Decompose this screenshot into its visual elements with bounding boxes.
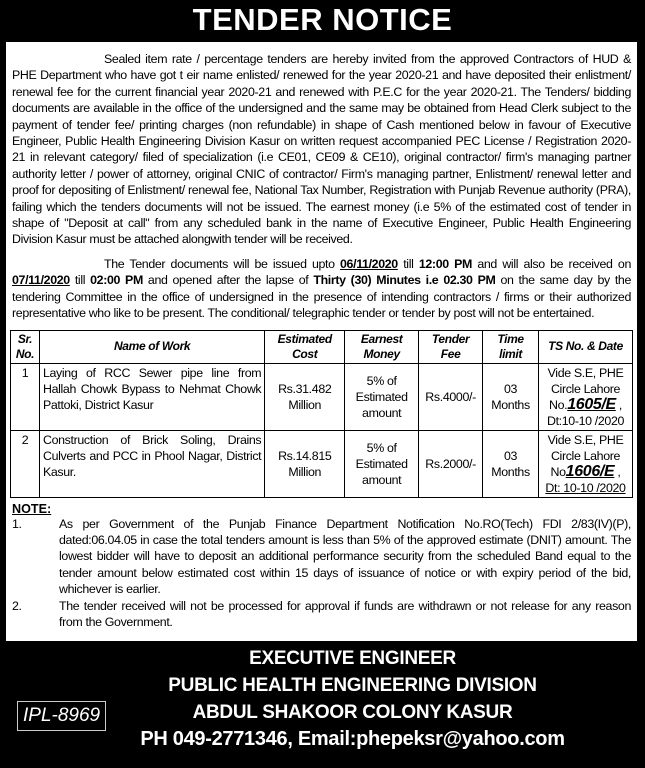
ts-prefix: No. <box>548 397 568 412</box>
text: till <box>397 256 419 271</box>
cell-cost: Rs.31.482 Million <box>265 363 345 430</box>
note-number: 1. <box>12 516 22 531</box>
issuer-contact: PH 049-2771346, Email:phepeksr@yahoo.com <box>140 728 565 750</box>
ts-line: Circle Lahore <box>550 381 621 396</box>
ts-line: Circle Lahore <box>550 448 621 463</box>
cell-earnest: 5% of Estimated amount <box>345 363 419 430</box>
issue-date: 06/11/2020 <box>340 256 398 271</box>
cell-sr: 2 <box>11 430 40 497</box>
note-number: 2. <box>12 598 22 613</box>
ts-suffix: , <box>615 397 623 412</box>
ts-line: Vide S.E, PHE <box>547 365 624 380</box>
notice-title: TENDER NOTICE <box>192 2 453 37</box>
table-header-row <box>11 330 633 363</box>
issuer-division: PUBLIC HEALTH ENGINEERING DIVISION <box>168 675 537 696</box>
col-cost: Estimated Cost <box>265 330 345 363</box>
schedule-paragraph <box>6 256 637 322</box>
note-text: As per Government of the Punjab Finance Department Notification No.RO(Tech) FDI 2/83(IV)(P), dated:06.04.05 in case the total tenders amount is less than 5% of the approved estimate (DNIT) amount. The lowest bidder will have to deposit an additional performance security from the scheduled Band equal to the tender amount below estimated cost within 15 days of issuance of notice or with expiry period of the bid, whichever is earlier. <box>59 516 631 597</box>
tender-table <box>10 330 633 498</box>
cell-fee: Rs.4000/- <box>419 363 483 430</box>
cell-time: 03 Months <box>483 430 539 497</box>
cell-sr: 1 <box>11 363 40 430</box>
ts-prefix: No <box>550 464 566 479</box>
cell-work: Laying of RCC Sewer pipe line from Hallah Chowk Bypass to Nehmat Chowk Pattoki, District Kasur <box>39 363 264 430</box>
text: till <box>69 273 91 288</box>
issuer-title: EXECUTIVE ENGINEER <box>249 648 456 669</box>
text: on the same day by the tendering Committee in the office of undersigned in the presence of intending contractors / firms or their authorized representative who like to be present. The conditional/ telegraphic tender or tender by post will not be entertained. <box>12 273 631 321</box>
cell-ts <box>539 430 633 497</box>
table-row <box>11 430 633 497</box>
text: and opened after the lapse of <box>142 273 314 288</box>
cell-earnest: 5% of Estimated amount <box>345 430 419 497</box>
issuer-address: ABDUL SHAKOOR COLONY KASUR <box>192 702 513 723</box>
receive-time: 02:00 PM <box>90 273 143 288</box>
ts-number: 1606/E <box>565 462 615 480</box>
col-earnest: Earnest Money <box>345 330 419 363</box>
table-row <box>11 363 633 430</box>
cell-work: Construction of Brick Soling, Drains Culverts and PCC in Phool Nagar, District Kasur. <box>39 430 264 497</box>
cell-ts <box>539 363 633 430</box>
cell-fee: Rs.2000/- <box>419 430 483 497</box>
ts-number: 1605/E <box>567 395 616 413</box>
col-sr: Sr. No. <box>11 330 40 363</box>
col-time: Time limit <box>483 330 539 363</box>
ts-suffix: , <box>614 464 621 479</box>
col-fee: Tender Fee <box>419 330 483 363</box>
ts-date: Dt:10-10 /2020 <box>546 413 625 428</box>
issuer-footer <box>0 645 645 753</box>
issue-time: 12:00 PM <box>418 256 473 271</box>
invitation-paragraph: Sealed item rate / percentage tenders are hereby invited from the approved Contractors of HUD & PHE Department who have got t eir name enlisted/ renewed for the year 2020-21 and have deposited their enlistment/ renewal fee for the current financial year 2020-21 and renewed with P.E.C for the year 2020-21. The Tenders/ bidding documents are available in the office of the undersigned and the same may be obtained from Head Clerk subject to the payment of tender fee/ printing charges (non refundable) in shape of Cash mentioned below in favour of Executive Engineer, Public Health Engineering Division Kasur on written request accompanied PEC License / Registration 2020-21 in relevant category/ filed of specialization (i.e CE01, CE09 & CE10), original contractor/ firm's managing partner authority letter / power of attorney, original CNIC of contractor/ Firm's managing partner, Enlistment/ renewal letter and proof for depositing of Enlistment/ renewal fee, National Tax Number, Registration with Punjab Revenue authority (PRA), failing which the tenders documents will not be issued. The earnest money (i.e 5% of the estimated cost of tender in shape of "Deposit at call" from any scheduled bank in the name of Executive Engineer, Public Health Engineering Division Kasur must be attached alongwith tender will be received. <box>12 52 631 247</box>
note-text: The tender received will not be processed for approval if funds are withdrawn or not release for any reason from the Government. <box>59 598 631 629</box>
cell-cost: Rs.14.815 Million <box>265 430 345 497</box>
opening-time: Thirty (30) Minutes i.e 02.30 PM <box>313 273 496 288</box>
cell-time: 03 Months <box>483 363 539 430</box>
col-ts: TS No. & Date <box>539 330 633 363</box>
receive-date: 07/11/2020 <box>12 273 70 288</box>
ipl-reference: IPL-8969 <box>17 701 106 731</box>
ts-date: Dt: 10-10 /2020 <box>545 480 626 495</box>
note-item <box>6 516 637 598</box>
notice-body <box>4 40 639 643</box>
note-item <box>6 598 637 631</box>
col-work: Name of Work <box>39 330 264 363</box>
text: The Tender documents will be issued upto <box>104 256 341 271</box>
ts-line: Vide S.E, PHE <box>547 432 624 447</box>
text: and will also be received on <box>472 256 632 271</box>
note-heading: NOTE: <box>12 501 52 516</box>
